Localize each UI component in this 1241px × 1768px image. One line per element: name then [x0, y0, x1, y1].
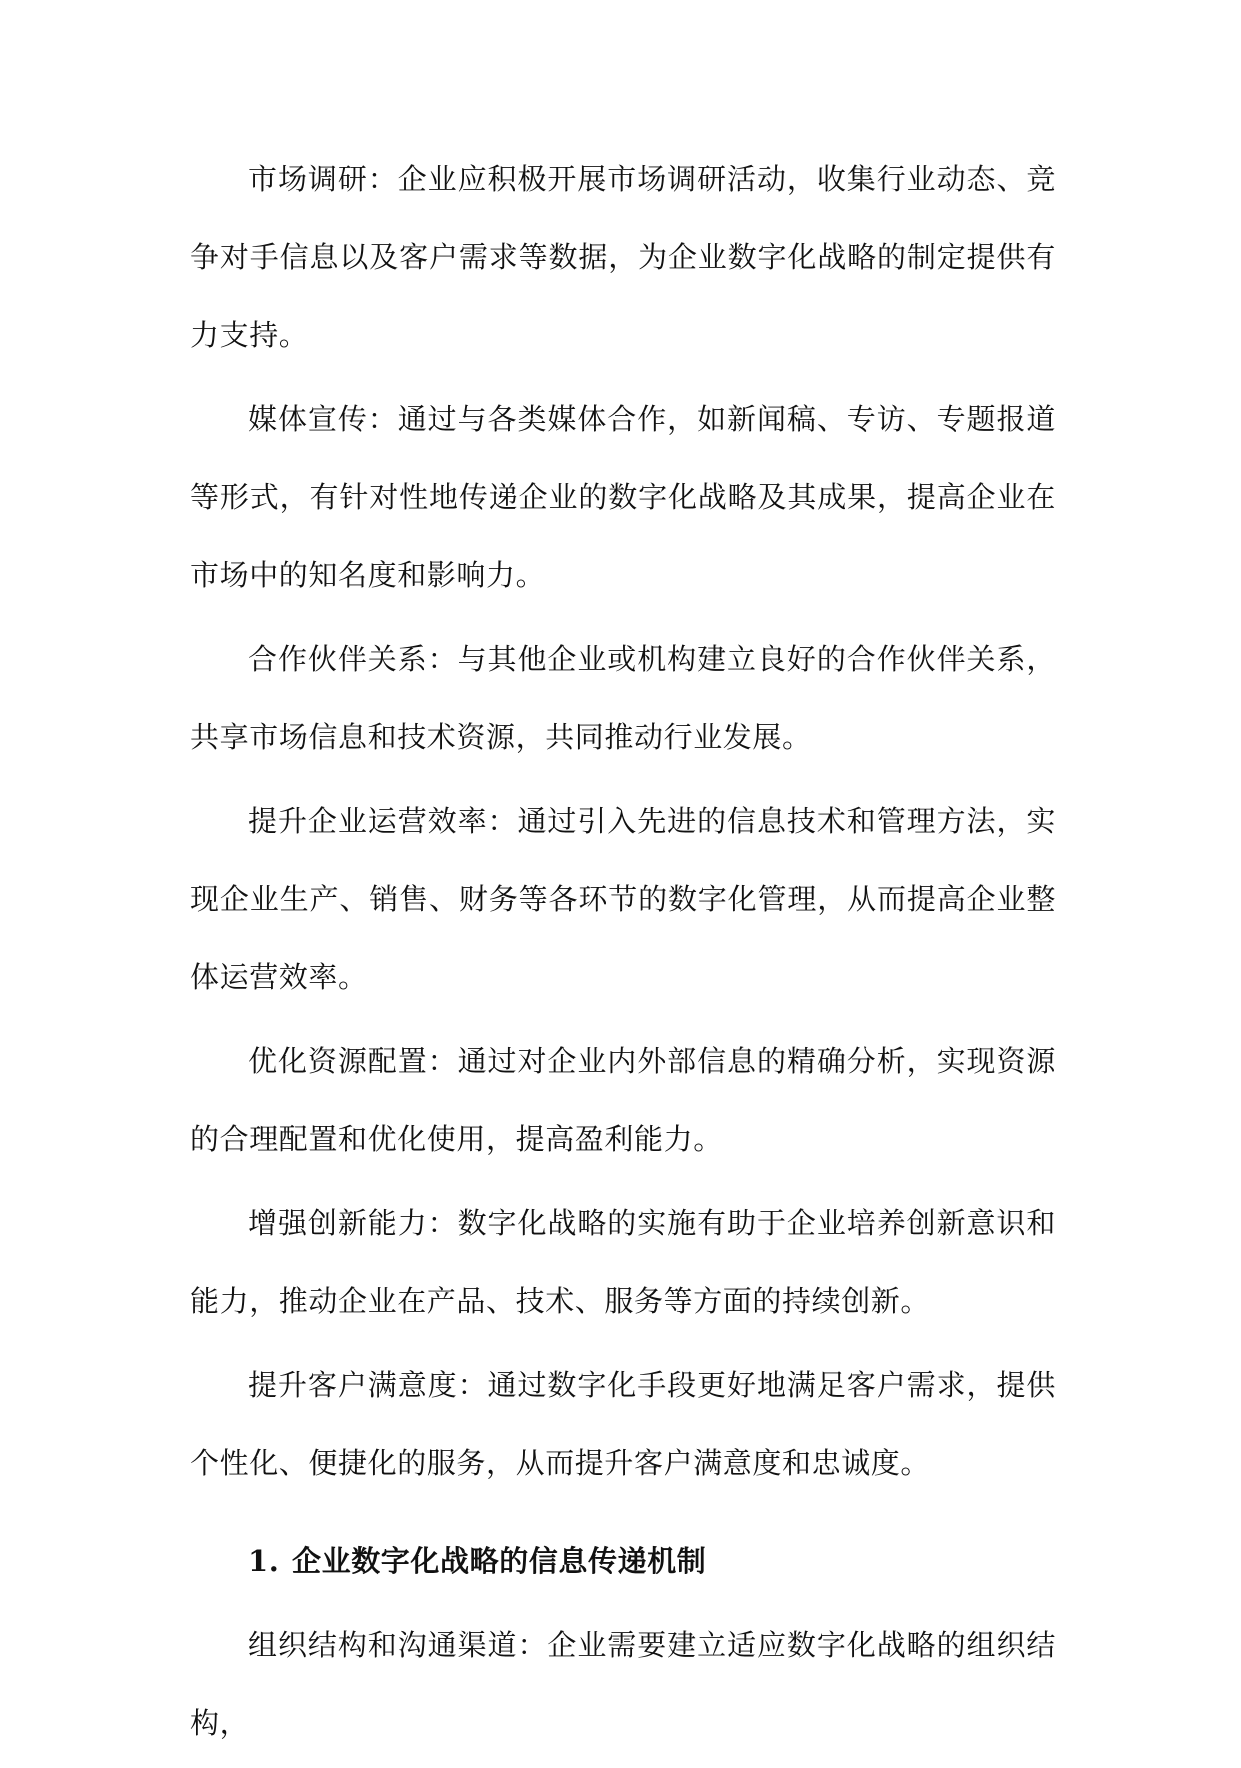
paragraph-partnerships: 合作伙伴关系：与其他企业或机构建立良好的合作伙伴关系，共享市场信息和技术资源，共同推动行业发展。 [190, 642, 1056, 754]
paragraph-media-promotion: 媒体宣传：通过与各类媒体合作，如新闻稿、专访、专题报道等形式，有针对性地传递企业的数字化战略及其成果，提高企业在市场中的知名度和影响力。 [190, 402, 1056, 592]
page-content [190, 140, 1056, 1768]
section-heading [190, 1522, 1056, 1600]
paragraph-market-research: 市场调研：企业应积极开展市场调研活动，收集行业动态、竞争对手信息以及客户需求等数据，为企业数字化战略的制定提供有力支持。 [190, 162, 1056, 352]
paragraph-customer-satisfaction: 提升客户满意度：通过数字化手段更好地满足客户需求，提供个性化、便捷化的服务，从而提升客户满意度和忠诚度。 [190, 1368, 1056, 1480]
section-number: 1. [248, 1544, 280, 1578]
paragraph-innovation: 增强创新能力：数字化战略的实施有助于企业培养创新意识和能力，推动企业在产品、技术、服务等方面的持续创新。 [190, 1206, 1056, 1318]
paragraph-org-structure: 组织结构和沟通渠道：企业需要建立适应数字化战略的组织结构， [190, 1628, 1056, 1740]
paragraph-resource-allocation: 优化资源配置：通过对企业内外部信息的精确分析，实现资源的合理配置和优化使用，提高盈利能力。 [190, 1044, 1056, 1156]
paragraph-operational-efficiency: 提升企业运营效率：通过引入先进的信息技术和管理方法，实现企业生产、销售、财务等各环节的数字化管理，从而提高企业整体运营效率。 [190, 804, 1056, 994]
section-title: 企业数字化战略的信息传递机制 [292, 1544, 707, 1578]
